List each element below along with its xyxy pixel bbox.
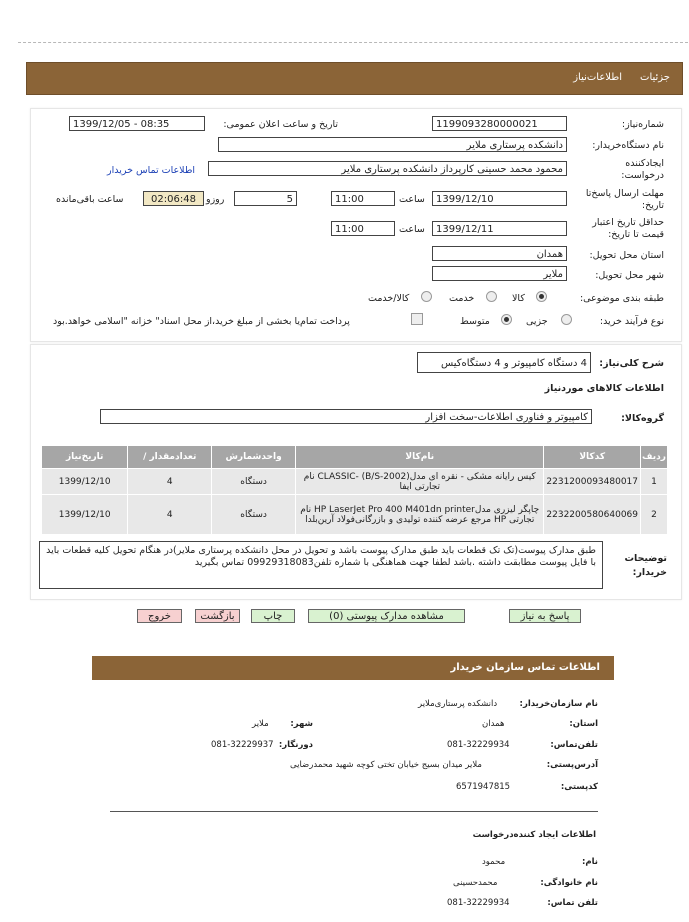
tab-need-info[interactable]: اطلاعات‌نیاز: [573, 72, 622, 83]
deadline-label-2: تاریخ:: [641, 200, 664, 211]
validity-label-1: حداقل تاریخ اعتبار: [592, 217, 664, 228]
reply-button[interactable]: پاسخ به نیاز: [509, 609, 581, 623]
top-divider: [18, 42, 688, 43]
city-contact-value: ملایر: [252, 719, 269, 729]
creator-name-value: محمود: [482, 857, 506, 867]
phone-label: تلفن‌تماس:: [550, 740, 598, 750]
cell-date: 1399/12/10: [42, 495, 128, 535]
col-qty: تعدادمقدار /: [128, 446, 212, 469]
tab-details[interactable]: جزئیات: [640, 72, 670, 83]
contact-divider: [110, 811, 598, 812]
process-label: نوع فرآیند خرید:: [599, 316, 664, 327]
col-unit: واحدشمارش: [212, 446, 296, 469]
validity-time-label: ساعت: [399, 224, 425, 235]
col-name: نام‌کالا: [296, 446, 544, 469]
city-field: ملایر: [432, 266, 567, 281]
deadline-label-1: مهلت ارسال پاسخ‌تا: [585, 188, 664, 199]
process-medium-label: متوسط: [460, 316, 490, 327]
table-row: [42, 495, 668, 535]
remaining-time-field: 02:06:48: [143, 191, 204, 206]
treasury-payment-checkbox[interactable]: [411, 313, 423, 325]
category-goods-label: کالا: [512, 293, 525, 304]
org-value: دانشکده پرستاری‌ملایر: [418, 699, 498, 709]
process-small-label: جزیی: [526, 316, 548, 327]
creator-family-label: نام خانوادگی:: [540, 878, 598, 888]
fax-label: دورنگار:: [278, 740, 313, 750]
validity-label-2: قیمت تا تاریخ:: [608, 229, 664, 240]
category-both-label: کالا/خدمت: [368, 293, 410, 304]
creator-family-value: محمدحسینی: [453, 878, 498, 888]
validity-time-field: 11:00: [331, 221, 395, 236]
group-label: گروه‌کالا:: [621, 413, 664, 424]
city-label: شهر محل تحویل:: [595, 270, 664, 281]
goods-info-title: اطلاعات کالاهای موردنیاز: [544, 383, 664, 394]
attachments-button[interactable]: مشاهده مدارک پیوستی (0): [308, 609, 465, 623]
breadcrumb-bar: [26, 62, 683, 95]
cell-date: 1399/12/10: [42, 469, 128, 495]
cell-unit: دستگاه: [212, 495, 296, 535]
col-code: کدکالا: [544, 446, 641, 469]
cell-name: چاپگر لیزری مدلHP LaserJet Pro 400 M401dn printer نام تجارتی HP مرجع عرضه کننده تولیدی و بازرگانی‌فولاد آرین‌بلدا: [296, 495, 544, 535]
col-date: تاریخ‌نیاز: [42, 446, 128, 469]
cell-unit: دستگاه: [212, 469, 296, 495]
cell-code: 2232200580640069: [544, 495, 641, 535]
province-label: استان محل تحویل:: [589, 250, 664, 261]
buyer-contact-link[interactable]: اطلاعات تماس خریدار: [107, 165, 196, 176]
category-both-radio[interactable]: [421, 291, 432, 302]
category-goods-radio[interactable]: [536, 291, 547, 302]
org-label: نام سازمان‌خریدار:: [519, 699, 598, 709]
remaining-label: ساعت باقی‌مانده: [56, 194, 124, 205]
creator-name-label: نام:: [581, 857, 598, 867]
province-field: همدان: [432, 246, 567, 261]
category-label: طبقه بندی موضوعی:: [579, 293, 664, 304]
category-service-radio[interactable]: [486, 291, 497, 302]
validity-date-field: 1399/12/11: [432, 221, 567, 236]
day-label: روزو: [206, 194, 225, 205]
process-medium-radio[interactable]: [501, 314, 512, 325]
need-number-label: شماره‌نیاز:: [621, 119, 664, 130]
summary-field: 4 دستگاه کامپیوتر و 4 دستگاه‌کیس: [417, 352, 591, 373]
cell-name: کیس رایانه مشکی - نقره ای مدل(CLASSIC- (B/S-2002 نام تجارتی ایفا: [296, 469, 544, 495]
deadline-time-label: ساعت: [399, 194, 425, 205]
postal-value: 6571947815: [456, 782, 511, 792]
city-contact-label: شهر:: [290, 719, 313, 729]
address-value: ملایر میدان بسیج خیابان تختی کوچه شهید محمدرضایی: [290, 760, 482, 770]
cell-qty: 4: [128, 469, 212, 495]
days-field: 5: [234, 191, 297, 206]
announce-label: تاریخ و ساعت اعلان عمومی:: [223, 119, 338, 130]
creator-phone-label: تلفن تماس:: [547, 898, 598, 908]
group-field: کامپیوتر و فناوری اطلاعات-سخت افزار: [100, 409, 592, 424]
notes-field: طبق مدارک پیوست(تک تک قطعات باید طبق مدارک پیوست باشد و تحویل در محل دانشکده پرستاری ملایر)در هنگام تحویل کلیه قطعات باید با فایل پیوست مطابقت داشته .باشد لطفا جهت هماهنگی با شماره تلفن09929318083 تماس بگیرید: [39, 541, 603, 589]
buyer-field: دانشکده پرستاری ملایر: [218, 137, 567, 152]
summary-label: شرح کلی‌نیاز:: [599, 358, 664, 369]
table-row: [42, 469, 668, 495]
cell-code: 2231200093480017: [544, 469, 641, 495]
province-contact-label: استان:: [569, 719, 598, 729]
cell-row: 1: [641, 469, 668, 495]
deadline-time-field: 11:00: [331, 191, 395, 206]
creator-label-2: درخواست:: [621, 170, 664, 181]
phone-value: 081-32229934: [447, 740, 510, 750]
buyer-label: نام دستگاه‌خریدار:: [592, 140, 664, 151]
col-row: ردیف: [641, 446, 668, 469]
creator-info-title: اطلاعات ایجاد کننده‌درخواست: [472, 830, 596, 840]
creator-label-1: ایجادکننده: [625, 158, 664, 169]
exit-button[interactable]: خروج: [137, 609, 182, 623]
print-button[interactable]: چاپ: [251, 609, 295, 623]
postal-label: کدپستی:: [560, 782, 598, 792]
process-small-radio[interactable]: [561, 314, 572, 325]
back-button[interactable]: بازگشت: [195, 609, 240, 623]
goods-table: [41, 445, 668, 535]
notes-label-1: توضیحات: [624, 553, 667, 564]
cell-qty: 4: [128, 495, 212, 535]
address-label: آدرس‌پستی:: [546, 760, 598, 770]
contact-header: [92, 656, 614, 680]
treasury-payment-note: پرداخت تمام‌یا بخشی از مبلغ خرید،از محل اسناد" خزانه "اسلامی خواهد.بود: [53, 316, 350, 327]
province-contact-value: همدان: [482, 719, 505, 729]
creator-field: محمود محمد حسینی کارپرداز دانشکده پرستاری ملایر: [208, 161, 567, 176]
deadline-date-field: 1399/12/10: [432, 191, 567, 206]
need-number-field: 1199093280000021: [432, 116, 567, 131]
announce-field: 1399/12/05 - 08:35: [69, 116, 205, 131]
category-service-label: خدمت: [449, 293, 475, 304]
creator-phone-value: 081-32229934: [447, 898, 510, 908]
contact-header-title: اطلاعات تماس سازمان خریدار: [450, 662, 600, 673]
cell-row: 2: [641, 495, 668, 535]
fax-value: 081-32229937: [211, 740, 274, 750]
notes-label-2: خریدار:: [632, 567, 667, 578]
